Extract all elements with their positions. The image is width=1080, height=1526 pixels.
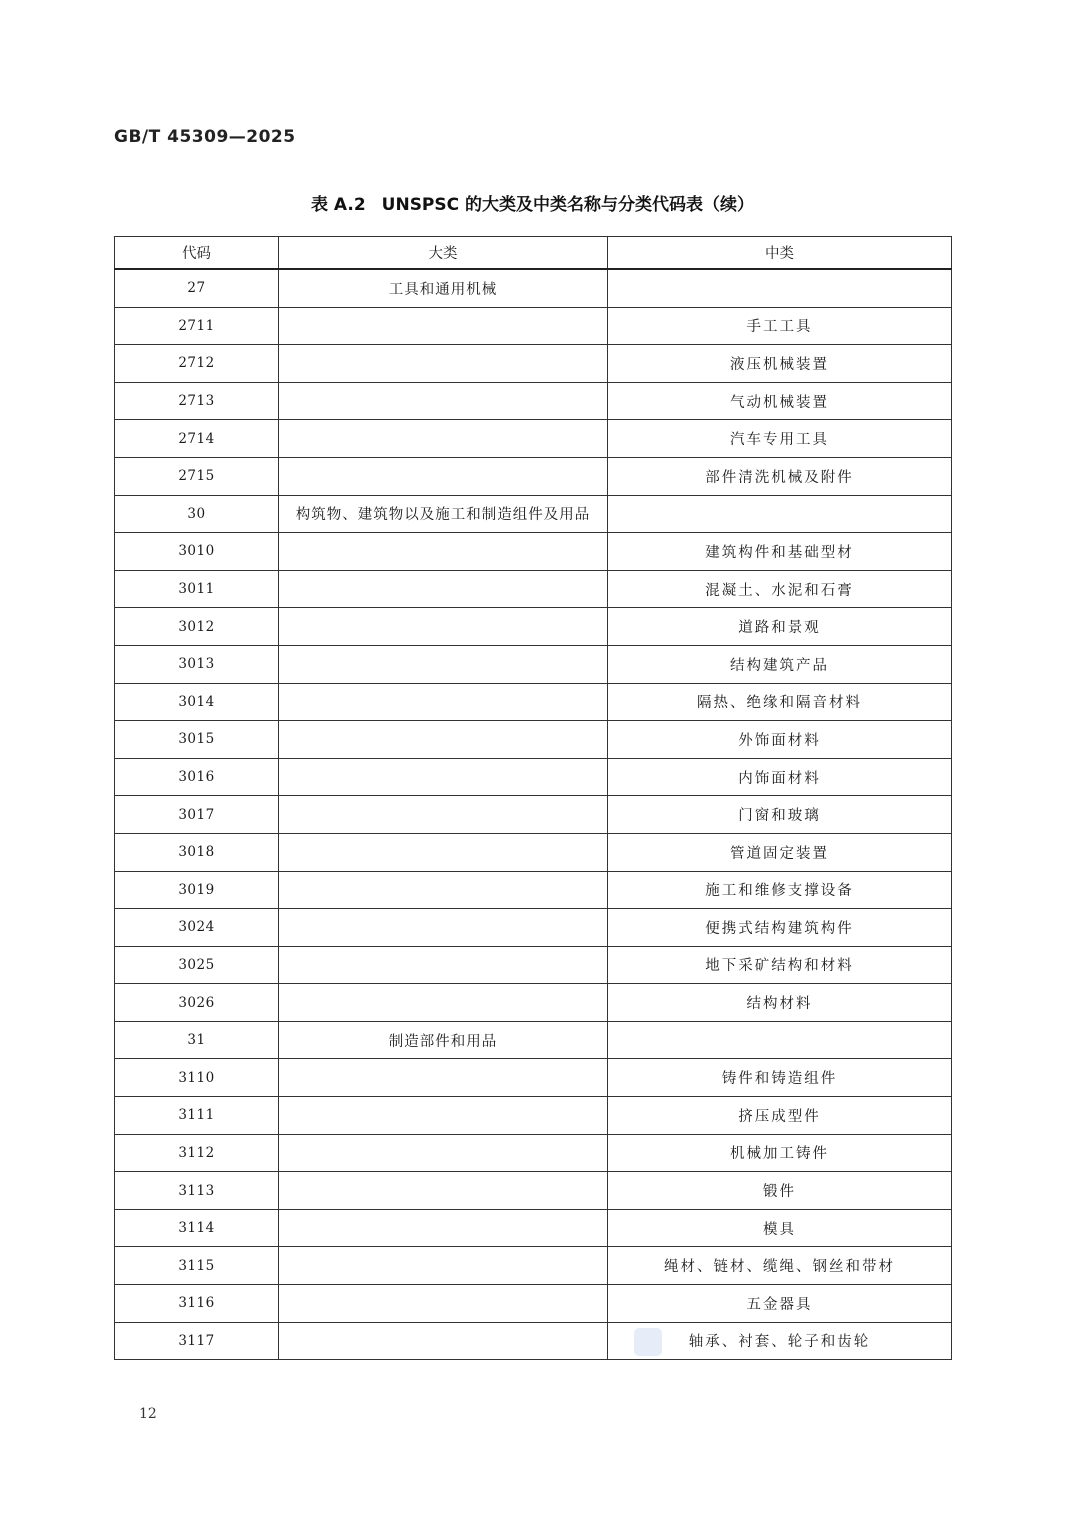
header-major: 大类 — [279, 237, 608, 270]
row-major: 构筑物、建筑物以及施工和制造组件及用品 — [279, 495, 608, 533]
table-row — [115, 683, 952, 721]
table-row — [115, 721, 952, 759]
row-major — [279, 382, 608, 420]
row-mid: 铸件和铸造组件 — [608, 1059, 952, 1097]
row-major — [279, 796, 608, 834]
row-major — [279, 871, 608, 909]
table-row — [115, 1209, 952, 1247]
table-caption — [114, 190, 951, 215]
row-major — [279, 721, 608, 759]
row-major — [279, 1134, 608, 1172]
row-code: 3013 — [115, 645, 279, 683]
row-code: 2714 — [115, 420, 279, 458]
table-header-row — [115, 237, 952, 270]
row-major — [279, 608, 608, 646]
row-major — [279, 570, 608, 608]
table-row — [115, 1097, 952, 1135]
row-code: 3115 — [115, 1247, 279, 1285]
row-mid: 五金器具 — [608, 1285, 952, 1323]
row-mid: 结构建筑产品 — [608, 645, 952, 683]
row-code: 3012 — [115, 608, 279, 646]
row-mid: 气动机械装置 — [608, 382, 952, 420]
row-mid — [608, 495, 952, 533]
row-major — [279, 833, 608, 871]
row-code: 2715 — [115, 457, 279, 495]
row-code: 3114 — [115, 1209, 279, 1247]
watermark-logo — [634, 1328, 662, 1356]
row-code: 2711 — [115, 307, 279, 345]
row-mid: 建筑构件和基础型材 — [608, 533, 952, 571]
row-major — [279, 758, 608, 796]
table-row — [115, 796, 952, 834]
row-code: 3111 — [115, 1097, 279, 1135]
header-mid: 中类 — [608, 237, 952, 270]
table-row — [115, 946, 952, 984]
row-major — [279, 307, 608, 345]
row-code: 31 — [115, 1021, 279, 1059]
table-row — [115, 1059, 952, 1097]
table-row — [115, 758, 952, 796]
row-major — [279, 1097, 608, 1135]
row-mid: 手工工具 — [608, 307, 952, 345]
row-mid: 便携式结构建筑构件 — [608, 909, 952, 947]
row-code: 3014 — [115, 683, 279, 721]
row-major — [279, 1209, 608, 1247]
row-mid: 内饰面材料 — [608, 758, 952, 796]
classification-table — [114, 236, 952, 1360]
table-label: 表 A.2 — [310, 195, 366, 215]
row-major: 工具和通用机械 — [279, 269, 608, 307]
row-major — [279, 946, 608, 984]
row-code: 3116 — [115, 1285, 279, 1323]
row-mid — [608, 1021, 952, 1059]
row-major — [279, 533, 608, 571]
row-major — [279, 345, 608, 383]
row-major: 制造部件和用品 — [279, 1021, 608, 1059]
row-code: 3011 — [115, 570, 279, 608]
table-row — [115, 1285, 952, 1323]
row-code: 3117 — [115, 1322, 279, 1360]
row-code: 3016 — [115, 758, 279, 796]
table-row — [115, 457, 952, 495]
table-row — [115, 570, 952, 608]
row-major — [279, 1322, 608, 1360]
row-code: 3017 — [115, 796, 279, 834]
row-code: 3010 — [115, 533, 279, 571]
row-mid: 结构材料 — [608, 984, 952, 1022]
row-major — [279, 984, 608, 1022]
table-row — [115, 420, 952, 458]
row-code: 2712 — [115, 345, 279, 383]
row-major — [279, 1247, 608, 1285]
row-code: 2713 — [115, 382, 279, 420]
table-row — [115, 1172, 952, 1210]
row-mid: 地下采矿结构和材料 — [608, 946, 952, 984]
row-major — [279, 909, 608, 947]
standard-id-header: GB/T 45309—2025 — [114, 127, 296, 147]
table-row — [115, 1134, 952, 1172]
row-code: 27 — [115, 269, 279, 307]
table-row — [115, 495, 952, 533]
row-major — [279, 457, 608, 495]
row-mid: 部件清洗机械及附件 — [608, 457, 952, 495]
row-mid: 液压机械装置 — [608, 345, 952, 383]
table-row — [115, 833, 952, 871]
row-mid: 隔热、绝缘和隔音材料 — [608, 683, 952, 721]
row-mid: 外饰面材料 — [608, 721, 952, 759]
table-row — [115, 645, 952, 683]
row-major — [279, 683, 608, 721]
row-code: 3025 — [115, 946, 279, 984]
row-code: 3024 — [115, 909, 279, 947]
row-code: 3018 — [115, 833, 279, 871]
row-code: 3019 — [115, 871, 279, 909]
table-row — [115, 382, 952, 420]
table-row — [115, 307, 952, 345]
row-mid: 施工和维修支撑设备 — [608, 871, 952, 909]
table-row — [115, 1322, 952, 1360]
row-mid: 绳材、链材、缆绳、钢丝和带材 — [608, 1247, 952, 1285]
table-title: UNSPSC 的大类及中类名称与分类代码表（续） — [381, 195, 755, 215]
table-row — [115, 984, 952, 1022]
row-major — [279, 420, 608, 458]
table-row — [115, 533, 952, 571]
row-code: 30 — [115, 495, 279, 533]
table-row — [115, 909, 952, 947]
row-mid — [608, 269, 952, 307]
row-major — [279, 645, 608, 683]
row-mid: 锻件 — [608, 1172, 952, 1210]
row-mid: 挤压成型件 — [608, 1097, 952, 1135]
table-row — [115, 1247, 952, 1285]
row-code: 3026 — [115, 984, 279, 1022]
row-code: 3110 — [115, 1059, 279, 1097]
row-mid: 机械加工铸件 — [608, 1134, 952, 1172]
row-mid: 管道固定装置 — [608, 833, 952, 871]
row-code: 3112 — [115, 1134, 279, 1172]
row-major — [279, 1059, 608, 1097]
row-mid: 门窗和玻璃 — [608, 796, 952, 834]
row-mid: 模具 — [608, 1209, 952, 1247]
table-row — [115, 1021, 952, 1059]
header-code: 代码 — [115, 237, 279, 270]
table-row — [115, 608, 952, 646]
table-row — [115, 871, 952, 909]
row-mid: 道路和景观 — [608, 608, 952, 646]
table-row — [115, 269, 952, 307]
table-row — [115, 345, 952, 383]
page-number: 12 — [139, 1406, 157, 1422]
row-mid: 轴承、衬套、轮子和齿轮 — [608, 1322, 952, 1360]
row-mid: 混凝土、水泥和石膏 — [608, 570, 952, 608]
row-mid: 汽车专用工具 — [608, 420, 952, 458]
row-major — [279, 1172, 608, 1210]
row-major — [279, 1285, 608, 1323]
row-code: 3113 — [115, 1172, 279, 1210]
row-code: 3015 — [115, 721, 279, 759]
